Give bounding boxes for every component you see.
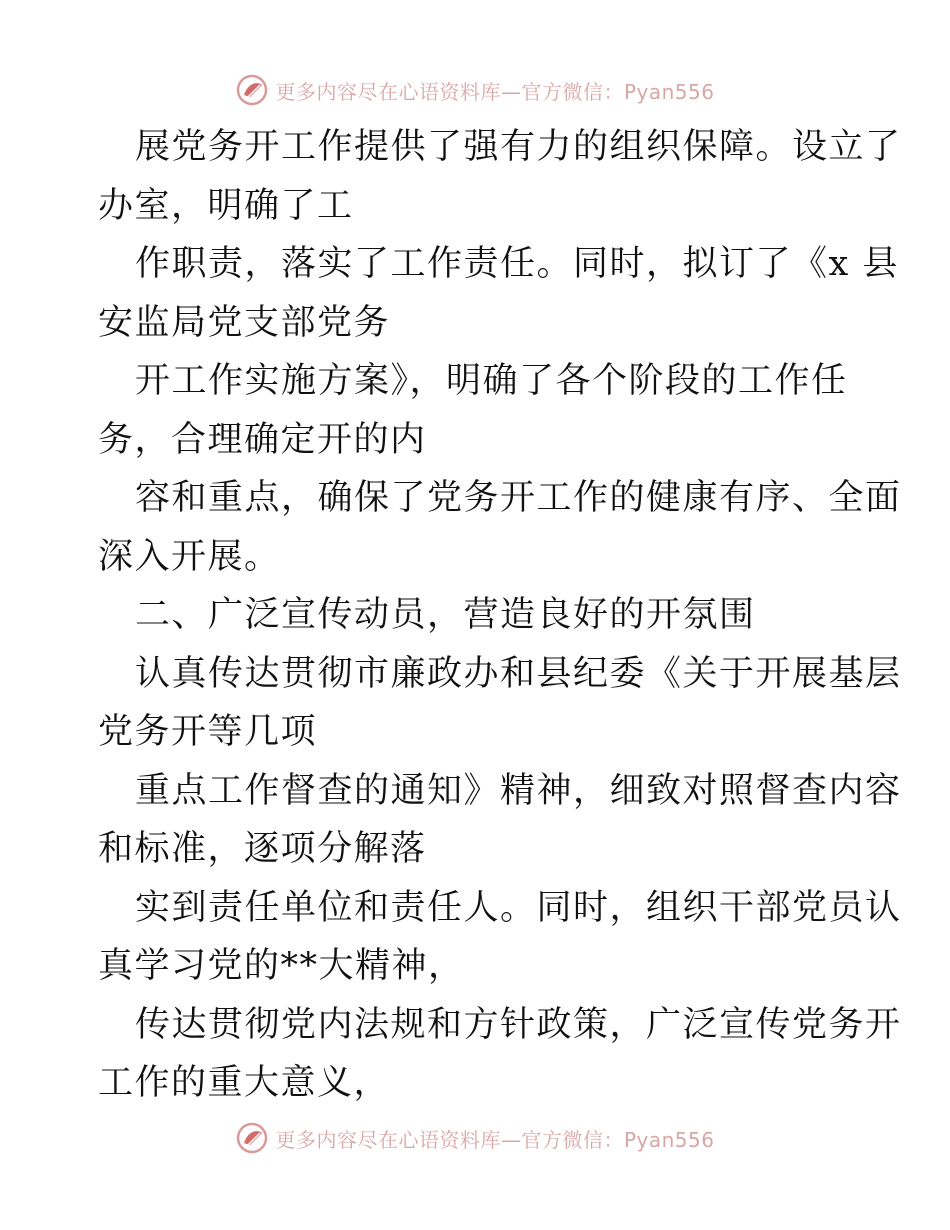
text-line: 二、广泛宣传动员，营造良好的开氛围 <box>135 595 756 635</box>
text-line: 重点工作督查的通知》精神，细致对照督查内容 <box>135 770 902 811</box>
text-line: 真学习党的**大精神， <box>98 946 465 986</box>
brand-logo-icon <box>235 73 269 107</box>
footer-watermark-text: 更多内容尽在心语资料库—官方微信：Pyan556 <box>275 1127 715 1152</box>
header-watermark-text: 更多内容尽在心语资料库—官方微信：Pyan556 <box>275 79 715 104</box>
text-line: 展党务开工作提供了强有力的组织保障。设立了 <box>135 127 902 167</box>
text-line: 安监局党支部党务 <box>98 302 391 343</box>
header-watermark-banner <box>0 70 950 110</box>
text-line: 作职责，落实了工作责任。同时，拟订了《x 县 <box>135 244 899 284</box>
text-line: 实到责任单位和责任人。同时，组织干部党员认 <box>135 887 902 928</box>
document-body <box>98 118 902 1113</box>
text-line: 容和重点，确保了党务开工作的健康有序、全面 <box>135 478 902 518</box>
text-line: 和标准，逐项分解落 <box>98 829 427 869</box>
brand-logo-icon <box>235 1121 269 1155</box>
text-line: 工作的重大意义， <box>98 1063 391 1103</box>
text-line: 办室，明确了工 <box>98 185 354 226</box>
text-line: 认真传达贯彻市廉政办和县纪委《关于开展基层 <box>135 653 902 694</box>
footer-watermark-banner <box>0 1118 950 1158</box>
text-line: 深入开展。 <box>98 536 281 577</box>
text-line: 开工作实施方案》，明确了各个阶段的工作任 <box>135 361 848 401</box>
text-line: 传达贯彻党内法规和方针政策，广泛宣传党务开 <box>135 1004 902 1045</box>
text-line: 党务开等几项 <box>98 712 318 752</box>
text-line: 务，合理确定开的内 <box>98 419 427 460</box>
